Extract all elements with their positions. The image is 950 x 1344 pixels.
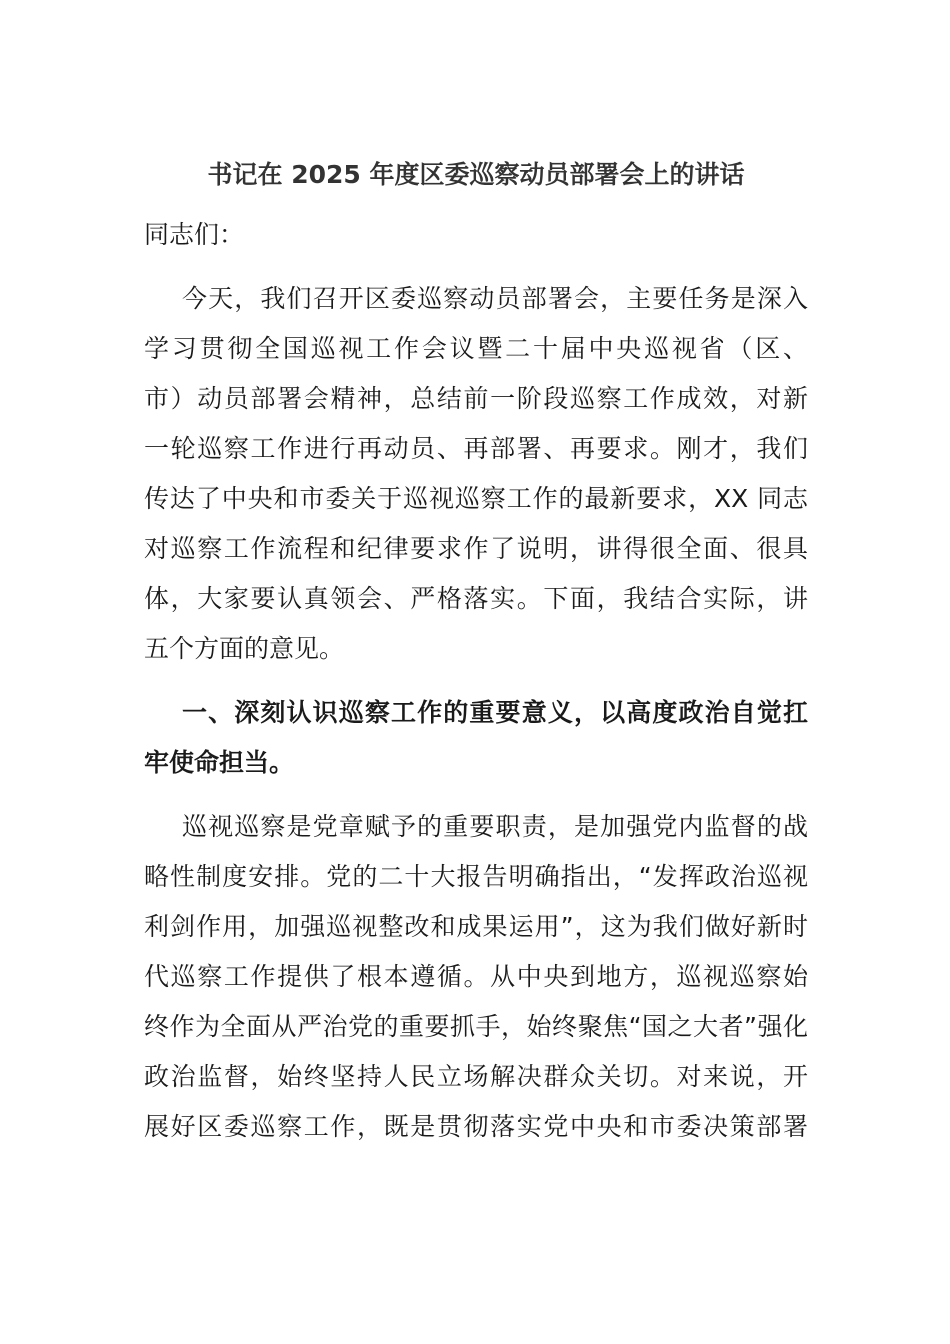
paragraph-intro: [144, 274, 808, 674]
heading-line: 一、深刻认识巡察工作的重要意义，以高度政治自觉扛: [182, 698, 808, 727]
document-title: 书记在 2025 年度区委巡察动员部署会上的讲话: [207, 160, 745, 189]
salutation: 同志们：: [144, 220, 245, 249]
paragraph-line: 巡视巡察是党章赋予的重要职责，是加强党内监督的战: [182, 812, 808, 841]
paragraph-line: 略性制度安排。党的二十大报告明确指出，“发挥政治巡视: [144, 862, 808, 891]
paragraph-line: 展好区委巡察工作，既是贯彻落实党中央和市委决策部署: [144, 1112, 808, 1141]
heading-line: 牢使命担当。: [144, 748, 295, 777]
paragraph-line: 代巡察工作提供了根本遵循。从中央到地方，巡视巡察始: [144, 962, 808, 991]
paragraph-line: 政治监督，始终坚持人民立场解决群众关切。对来说，开: [144, 1062, 808, 1091]
document-page: [144, 150, 808, 1152]
paragraph-line: 学习贯彻全国巡视工作会议暨二十届中央巡视省（区、: [144, 334, 808, 363]
paragraph-line: 体，大家要认真领会、严格落实。下面，我结合实际，讲: [144, 584, 808, 613]
paragraph-line: 市）动员部署会精神，总结前一阶段巡察工作成效，对新: [144, 384, 808, 413]
paragraph-line: 一轮巡察工作进行再动员、再部署、再要求。刚才，我们: [144, 434, 808, 463]
paragraph-section-1: [144, 802, 808, 1152]
paragraph-line: 对巡察工作流程和纪律要求作了说明，讲得很全面、很具: [144, 534, 808, 563]
paragraph-line: 传达了中央和市委关于巡视巡察工作的最新要求，XX 同志: [144, 484, 808, 513]
section-heading-1: [144, 688, 808, 788]
paragraph-line: 利剑作用，加强巡视整改和成果运用”，这为我们做好新时: [144, 912, 808, 941]
paragraph-line: 五个方面的意见。: [144, 634, 345, 663]
paragraph-line: 终作为全面从严治党的重要抓手，始终聚焦“国之大者”强化: [144, 1012, 808, 1041]
paragraph-line: 今天，我们召开区委巡察动员部署会，主要任务是深入: [182, 284, 808, 313]
